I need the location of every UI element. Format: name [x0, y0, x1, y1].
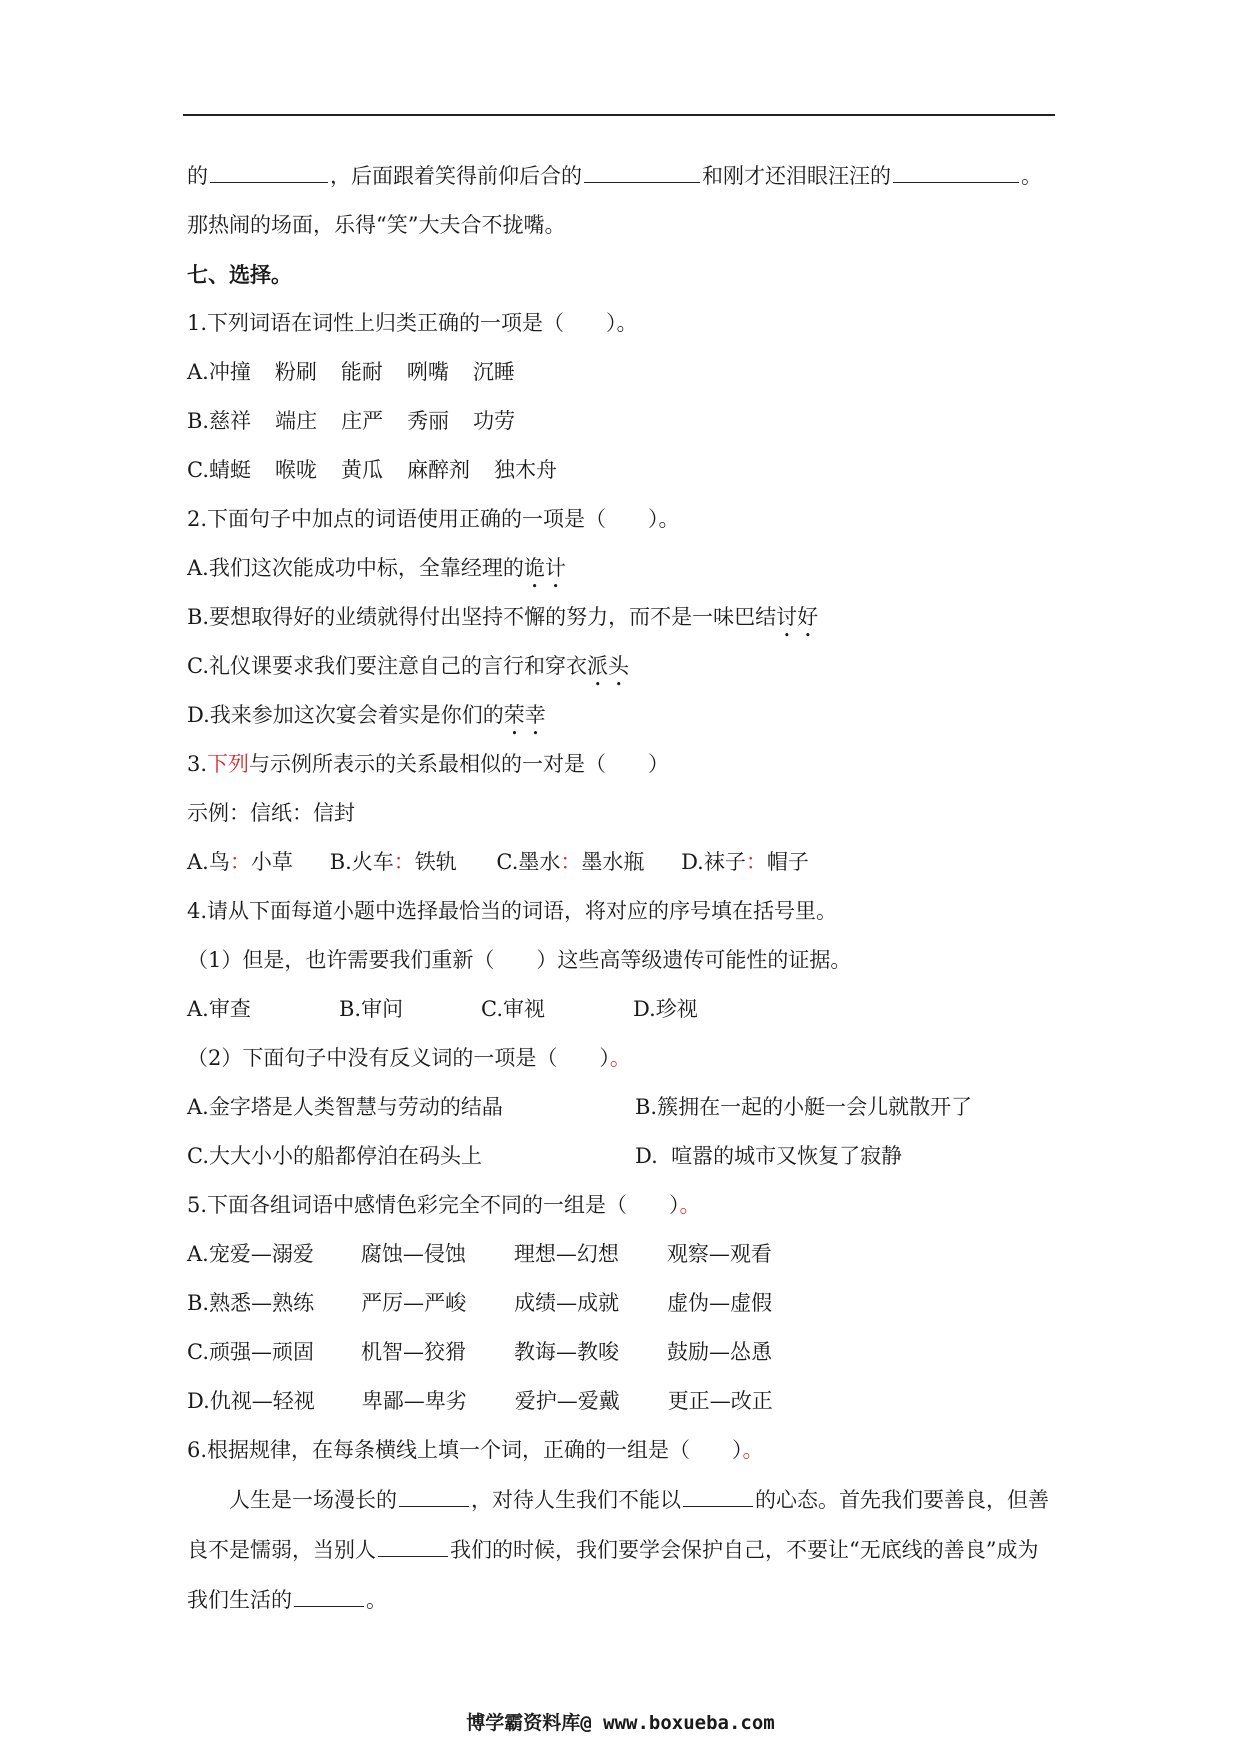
word: 功劳	[473, 409, 516, 433]
q5-option-a[interactable]: A.宠爱—溺爱 腐蚀—侵蚀 理想—幻想 观察—观看	[187, 1242, 772, 1266]
word: 沉睡	[472, 360, 515, 384]
q4-sub2-options-row2	[187, 1132, 1067, 1181]
q4-sub2	[187, 1034, 1067, 1083]
q6-passage	[187, 1475, 1057, 1625]
q4-sub2-options-row1	[187, 1083, 1067, 1132]
q6-stem	[187, 1426, 1067, 1475]
q4-sub1-option-d[interactable]: D.珍视	[633, 997, 698, 1021]
answer-blank[interactable]	[294, 1586, 364, 1607]
q4-sub1-options	[187, 985, 1067, 1034]
q4-sub2-option-d[interactable]: D. 喧嚣的城市又恢复了寂静	[635, 1144, 903, 1168]
text: C.礼仪课要求我们要注意自己的言行和穿衣	[187, 654, 587, 678]
word: 黄瓜	[341, 458, 383, 482]
q5-option-b[interactable]: B.熟悉—熟练 严厉—严峻 成绩—成就 虚伪—虚假	[187, 1291, 773, 1315]
text: 。	[742, 1438, 764, 1462]
header-rule	[183, 114, 1055, 116]
q5-option-d[interactable]: D.仇视—轻视 卑鄙—卑劣 爱护—爱戴 更正—改正	[187, 1389, 773, 1413]
q2-stem: 2.下面句子中加点的词语使用正确的一项是（ ）。	[187, 507, 680, 531]
text: 6.根据规律，在每条横线上填一个词，正确的一组是（ ）	[187, 1438, 743, 1462]
text: 3.	[187, 752, 208, 776]
word: 庄严	[341, 409, 384, 433]
section-title: 七、选择。	[187, 262, 292, 287]
text: A.我们这次能成功中标，全靠经理的	[187, 556, 524, 580]
word: 秀丽	[407, 409, 450, 433]
q2-option-d[interactable]	[187, 691, 1067, 740]
q4-stem: 4.请从下面每道小题中选择最恰当的词语，将对应的序号填在括号里。	[187, 899, 838, 923]
answer-blank[interactable]	[584, 162, 700, 183]
q3-stem	[187, 740, 1067, 789]
dotted-word: 派头	[587, 654, 629, 678]
highlighted-text: 下列	[207, 752, 250, 776]
text: 。	[1021, 164, 1042, 188]
text: 。	[609, 1046, 631, 1070]
text: 。	[366, 1588, 387, 1612]
option-label: A.	[187, 360, 209, 384]
q5-stem	[187, 1181, 1067, 1230]
word: 能耐	[340, 360, 383, 384]
text: 5.下面各组词语中感情色彩完全不同的一组是（ ）	[187, 1193, 680, 1217]
q4-sub1: （1）但是，也许需要我们重新（ ）这些高等级遗传可能性的证据。	[187, 948, 852, 972]
text: B.要想取得好的业绩就得付出坚持不懈的努力，而不是一味巴结	[187, 605, 777, 629]
answer-blank[interactable]	[683, 1486, 753, 1507]
option-label: B.	[187, 409, 210, 433]
q3-option-a[interactable]: A.鸟：小草	[187, 850, 293, 874]
text-line-2: 那热闹的场面，乐得“笑”大夫合不拢嘴。	[187, 213, 566, 237]
text: 和刚才还泪眼汪汪的	[702, 164, 891, 188]
q4-sub1-option-a[interactable]: A.审查	[187, 997, 251, 1021]
answer-blank[interactable]	[399, 1486, 469, 1507]
dotted-word: 荣幸	[503, 703, 546, 727]
option-label: C.	[187, 458, 209, 482]
q2-option-c[interactable]	[187, 642, 1067, 691]
q1-stem: 1.下列词语在词性上归类正确的一项是（ ）。	[187, 311, 638, 335]
text: 的	[187, 164, 208, 188]
word: 蜻蜓	[209, 458, 251, 482]
text: 。	[679, 1193, 701, 1217]
q2-option-b[interactable]	[187, 593, 1067, 642]
word: 麻醉剂	[407, 458, 470, 482]
text: 与示例所表示的关系最相似的一对是（ ）	[249, 752, 670, 776]
word: 咧嘴	[406, 360, 449, 384]
dotted-word: 讨好	[776, 605, 819, 629]
q4-sub2-option-b[interactable]: B.簇拥在一起的小艇一会儿就散开了	[635, 1095, 973, 1119]
q4-sub2-option-a[interactable]: A.金字塔是人类智慧与劳动的结晶	[187, 1095, 503, 1119]
q1-option-c[interactable]	[187, 446, 1067, 495]
word: 慈祥	[209, 409, 252, 433]
q1-option-b[interactable]	[187, 397, 1067, 446]
q2-option-a[interactable]	[187, 544, 1067, 593]
fill-line-1	[187, 152, 1067, 201]
text: 的心态。首先我们要善良，但善良不是懦弱，当别人	[187, 1488, 1049, 1562]
q4-sub1-option-b[interactable]: B.审问	[339, 997, 404, 1021]
q5-option-c[interactable]: C.顽强—顽固 机智—狡猾 教诲—教唆 鼓励—怂恿	[187, 1340, 772, 1364]
text: D.我来参加这次宴会着实是你们的	[187, 703, 504, 727]
q3-options	[187, 838, 1067, 887]
q4-sub1-option-c[interactable]: C.审视	[481, 997, 545, 1021]
worksheet-body	[187, 152, 1067, 1625]
q3-example: 示例：信纸：信封	[187, 801, 355, 825]
q3-option-b[interactable]: B.火车：铁轨	[329, 850, 457, 874]
text: ，对待人生我们不能以	[471, 1488, 681, 1512]
word: 端庄	[275, 409, 318, 433]
answer-blank[interactable]	[210, 162, 328, 183]
q1-option-a[interactable]	[187, 348, 1067, 397]
q3-option-c[interactable]: C.墨水：墨水瓶	[496, 850, 645, 874]
answer-blank[interactable]	[378, 1536, 448, 1557]
q3-option-d[interactable]: D.袜子：帽子	[681, 850, 809, 874]
q4-sub2-option-c[interactable]: C.大大小小的船都停泊在码头上	[187, 1144, 482, 1168]
text: （2）下面句子中没有反义词的一项是（ ）	[187, 1046, 610, 1070]
text: 人生是一场漫长的	[229, 1488, 397, 1512]
word: 冲撞	[208, 360, 251, 384]
word: 喉咙	[275, 458, 317, 482]
answer-blank[interactable]	[893, 162, 1019, 183]
text: 我们的时候，我们要学会保护自己，不要让“无底线的善良”成为我们生活的	[187, 1538, 1039, 1612]
text: ，后面跟着笑得前仰后合的	[330, 164, 582, 188]
word: 粉刷	[274, 360, 317, 384]
footer-watermark: 博学霸资料库@ www.boxueba.com	[466, 1712, 775, 1734]
dotted-word: 诡计	[523, 556, 566, 580]
word: 独木舟	[494, 458, 557, 482]
